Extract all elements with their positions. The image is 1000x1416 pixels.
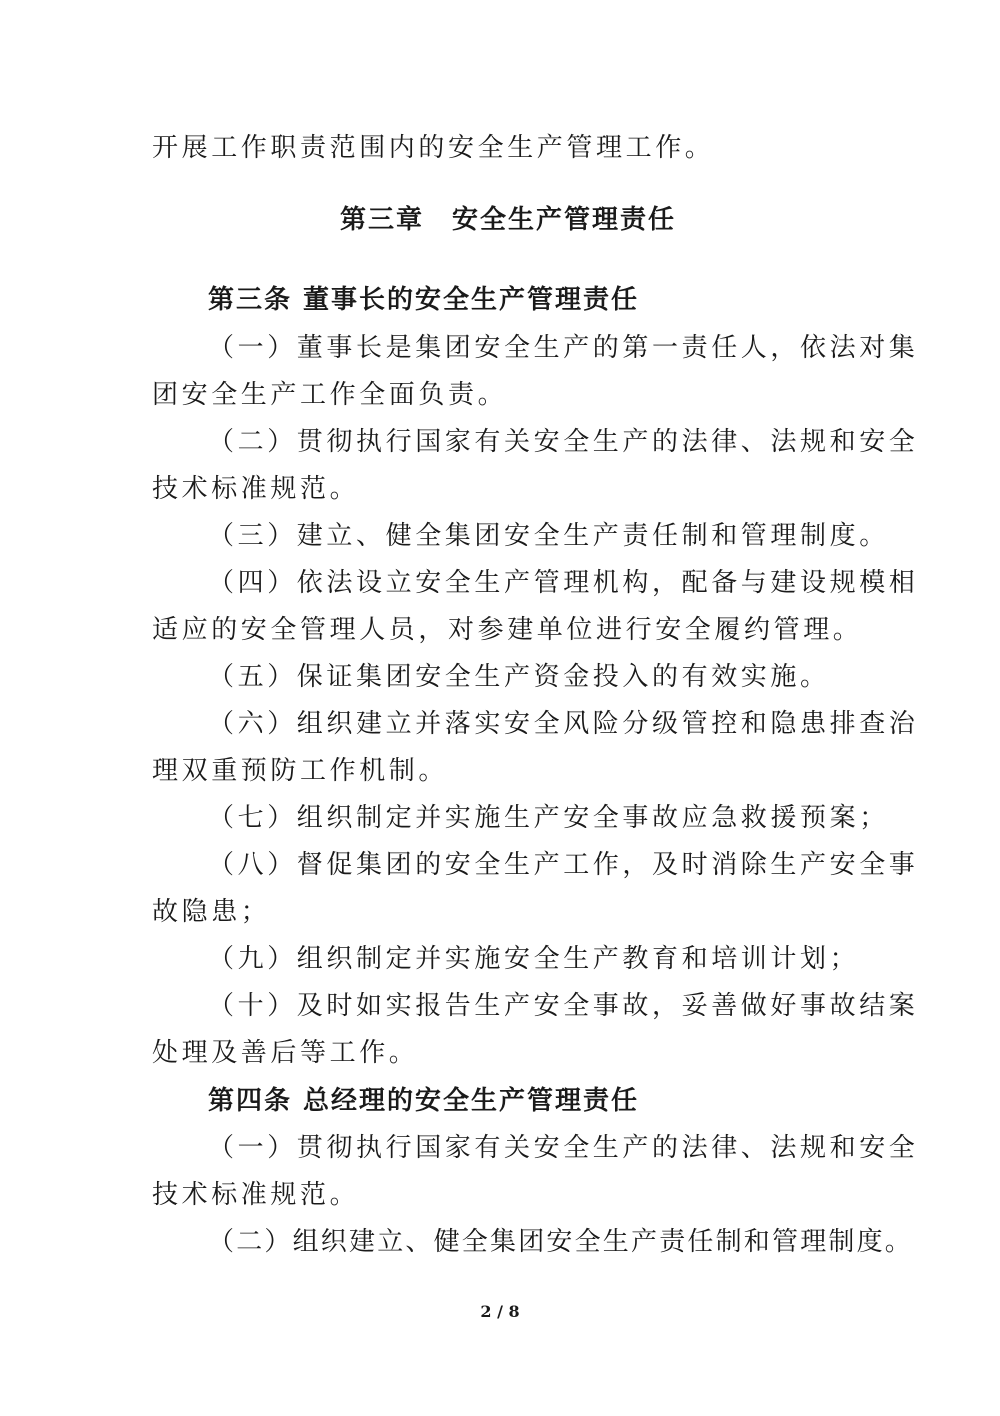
paragraph-line: 技术标准规范。 [152,474,360,504]
paragraph-line: （七）组织制定并实施生产安全事故应急救援预案； [208,803,889,833]
paragraph-line: （一）董事长是集团安全生产的第一责任人，依法对集 [208,333,919,363]
paragraph-line: 适应的安全管理人员，对参建单位进行安全履约管理。 [152,615,863,645]
paragraph-line: （三）建立、健全集团安全生产责任制和管理制度。 [208,521,889,551]
paragraph-line: （四）依法设立安全生产管理机构，配备与建设规模相 [208,568,919,598]
paragraph-line: 技术标准规范。 [152,1180,360,1210]
paragraph-line: （五）保证集团安全生产资金投入的有效实施。 [208,662,830,692]
article-3-title: 第三条 董事长的安全生产管理责任 [208,285,640,315]
paragraph-line: （二）组织建立、健全集团安全生产责任制和管理制度。 [208,1227,914,1257]
paragraph-line: （六）组织建立并落实安全风险分级管控和隐患排查治 [208,709,919,739]
paragraph-line: （八）督促集团的安全生产工作，及时消除生产安全事 [208,850,919,880]
paragraph-line: 处理及善后等工作。 [152,1038,419,1068]
paragraph-line: （九）组织制定并实施安全生产教育和培训计划； [208,944,860,974]
paragraph-line: 故隐患； [152,897,271,927]
paragraph-line: （二）贯彻执行国家有关安全生产的法律、法规和安全 [208,427,919,457]
paragraph-line: 团安全生产工作全面负责。 [152,380,508,410]
chapter-title: 第三章 安全生产管理责任 [340,205,677,235]
paragraph-line: （十）及时如实报告生产安全事故，妥善做好事故结案 [208,991,919,1021]
article-4-title: 第四条 总经理的安全生产管理责任 [208,1086,640,1116]
paragraph-line: （一）贯彻执行国家有关安全生产的法律、法规和安全 [208,1133,919,1163]
paragraph-line: 开展工作职责范围内的安全生产管理工作。 [152,133,715,163]
page-number: 2 / 8 [480,1302,520,1321]
paragraph-line: 理双重预防工作机制。 [152,756,449,786]
